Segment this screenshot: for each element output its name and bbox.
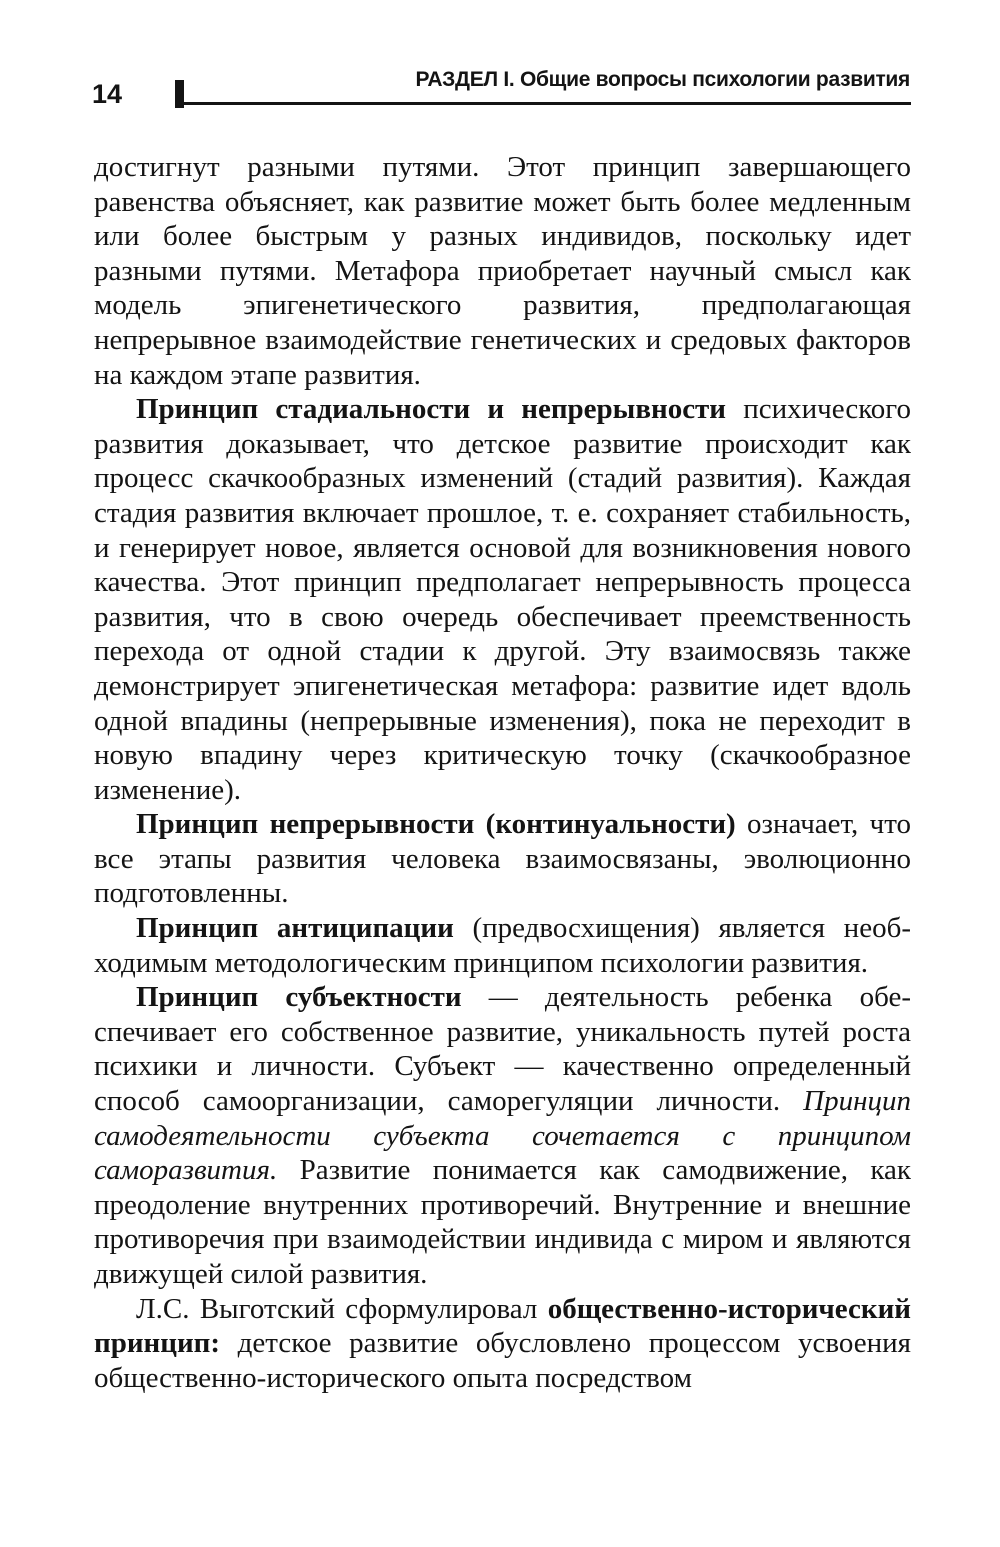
paragraph-text: детское развитие обусловлено процессом усвоения общественно-исторического опыта посредством: [94, 1327, 911, 1394]
header-rule: [175, 102, 911, 105]
term-bold: Принцип антиципации: [136, 912, 454, 945]
page-number: 14: [92, 79, 123, 109]
term-bold: общественно-исторический принцип:: [94, 1292, 911, 1360]
term-bold: Принцип непрерывности (континуальности): [136, 808, 736, 841]
term-bold: Принцип субъектности: [136, 981, 462, 1014]
paragraph-text: означает, что все этапы развития человека взаимосвязаны, эволюционно подготовленны.: [94, 808, 911, 910]
paragraph-text: психического развития доказывает, что детское развитие происходит как процесс скачкообразных изменений (стадий развития). Каждая стадия развития включает прошлое, т. е. сохраняет стабильность, и генерирует новое, является основой для возникновения нового качества. Этот принцип предполагает непрерывность процесса развития, что в свою очередь обеспечивает преемственность перехода от одной стадии к другой. Эту взаимосвязь также демонстрирует эпигенетическая метафора: развитие идет вдоль одной впадины (непрерывные изменения), пока не переходит в новую впадину через критическую точку (скачкообразное изменение).: [94, 393, 911, 806]
paragraph-text: достигнут разными путями. Этот принцип завершающего равенства объясняет, как развитие может быть более медленным или более быстрым у разных индивидов, поскольку идет разными путями. Метафора приобретает научный смысл как модель эпигенетического развития, предполагающая непрерывное взаимодействие генетических и средовых факторов на каждом этапе развития.: [94, 151, 911, 391]
paragraph-anticipation-principle: [94, 911, 911, 980]
paragraph-text: (предвосхищения) является необходимым методологическим принципом психологии развития.: [94, 912, 911, 979]
term-bold: Принцип стадиальности и непрерывности: [136, 393, 727, 426]
paragraph-text: Развитие понимается как самодвижение, как преодоление внутренних противоречий. Внутренние и внешние противоречия при взаимодействии индивида с миром и являются движущей силой развития.: [94, 1154, 911, 1290]
running-head: РАЗДЕЛ I. Общие вопросы психологии развития: [415, 68, 910, 91]
paragraph-continuation: [94, 150, 911, 392]
paragraph-stadiality-principle: [94, 392, 911, 807]
paragraph-subjectness-principle: [94, 980, 911, 1291]
paragraph-continuity-principle: [94, 807, 911, 911]
paragraph-vygotsky-principle: [94, 1292, 911, 1396]
text-body: [94, 150, 911, 1395]
paragraph-text: — деятельность ребенка обеспечивает его собственное развитие, уникальность путей роста психики и личности. Субъект — качественно определенный способ самоорганизации, саморегуляции личности.: [94, 981, 911, 1118]
paragraph-text: Л.С. Выготский сформулировал: [136, 1292, 548, 1325]
italic-emphasis: Принцип самодеятельности субъекта сочетается с принципом саморазвития.: [94, 1085, 911, 1187]
